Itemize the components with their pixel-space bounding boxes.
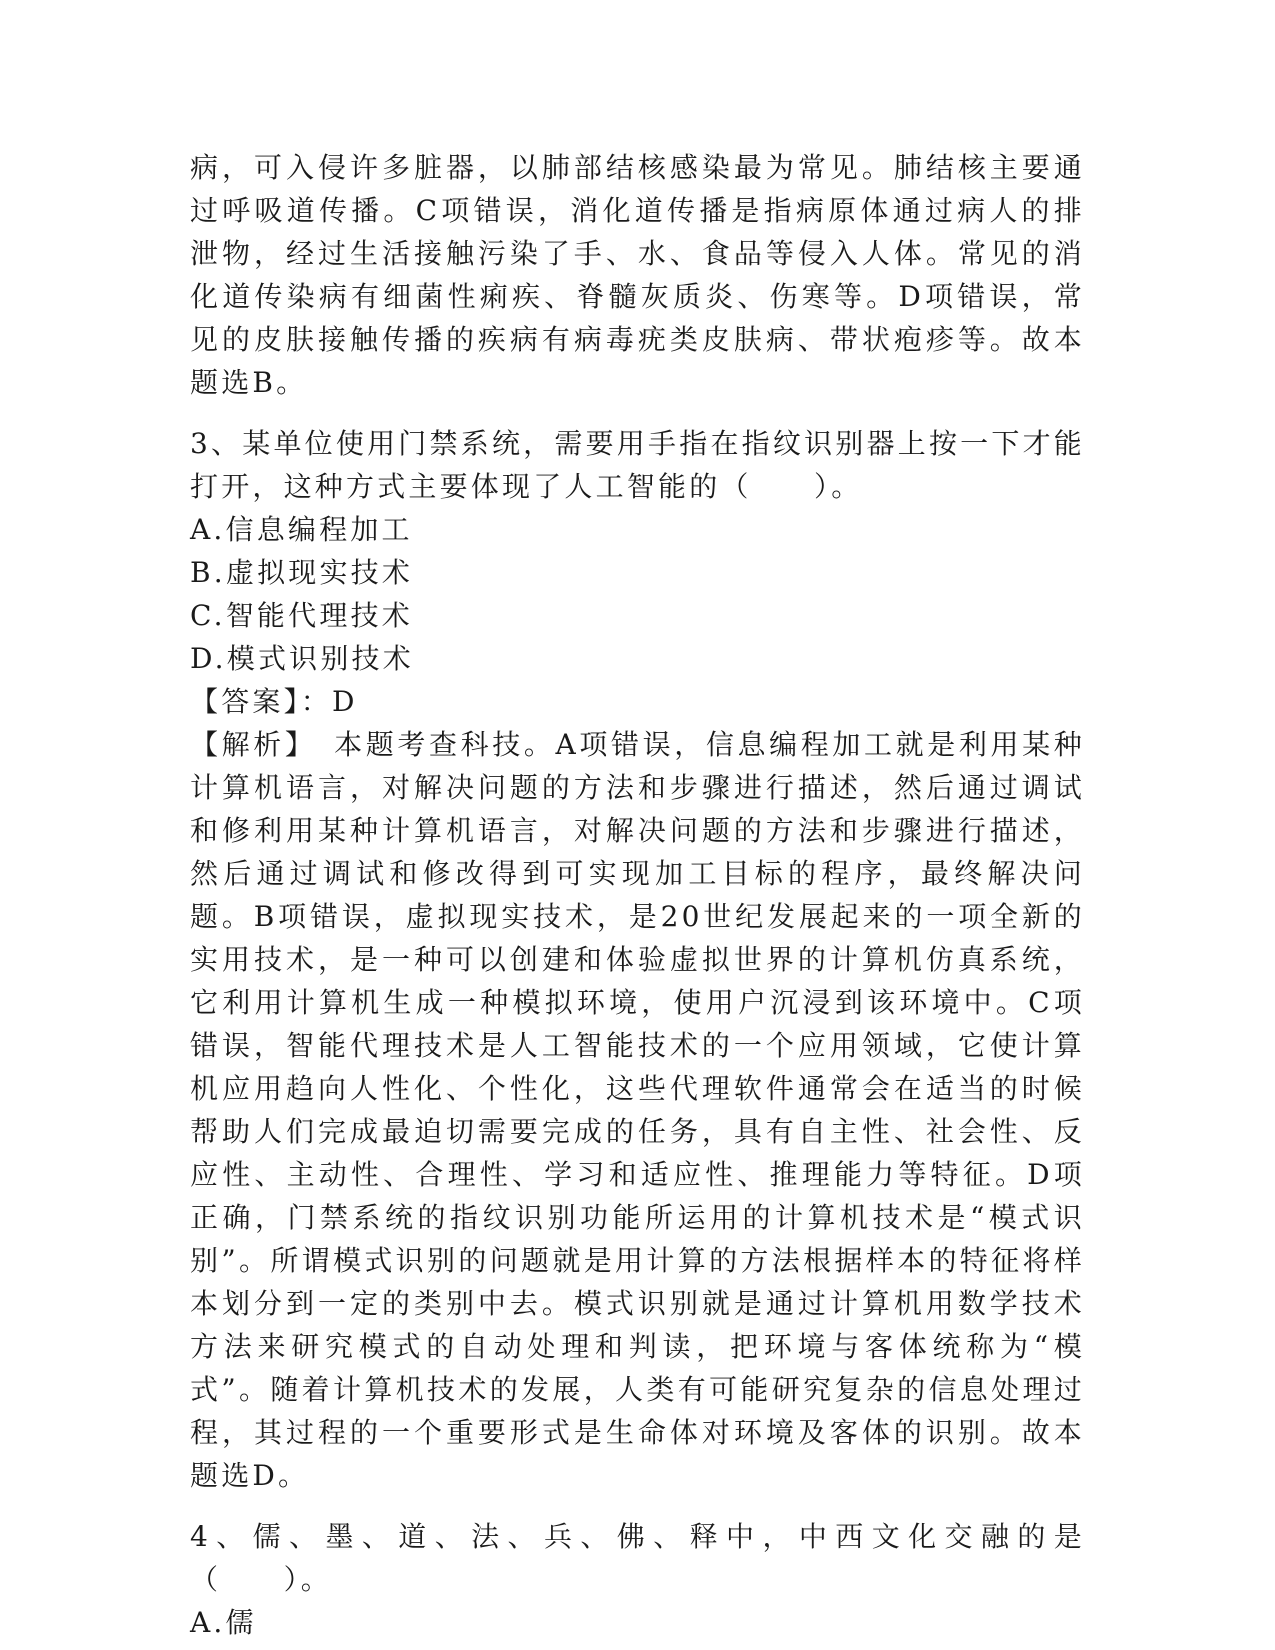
spacer [190, 404, 1085, 422]
question-3-analysis: 【解析】 本题考查科技。A项错误，信息编程加工就是利用某种计算机语言，对解决问题的方法和步骤进行描述，然后通过调试和修利用某种计算机语言，对解决问题的方法和步骤进行描述，然后通过调试和修改得到可实现加工目标的程序，最终解决问题。B项错误，虚拟现实技术，是20世纪发展起来的一项全新的实用技术，是一种可以创建和体验虚拟世界的计算机仿真系统，它利用计算机生成一种模拟环境，使用户沉浸到该环境中。C项错误，智能代理技术是人工智能技术的一个应用领域，它使计算机应用趋向人性化、个性化，这些代理软件通常会在适当的时候帮助人们完成最迫切需要完成的任务，具有自主性、社会性、反应性、主动性、合理性、学习和适应性、推理能力等特征。D项正确，门禁系统的指纹识别功能所运用的计算机技术是“模式识别”。所谓模式识别的问题就是用计算的方法根据样本的特征将样本划分到一定的类别中去。模式识别就是通过计算机用数学技术方法来研究模式的自动处理和判读，把环境与客体统称为“模式”。随着计算机技术的发展，人类有可能研究复杂的信息处理过程，其过程的一个重要形式是生命体对环境及客体的识别。故本题选D。 [190, 728, 1085, 1492]
page-content [190, 146, 1085, 1644]
question-3-option-c: C.智能代理技术 [190, 599, 413, 632]
spacer [190, 1497, 1085, 1515]
question-3-answer: 【答案】：D [190, 685, 358, 718]
question-3-option-d: D.模式识别技术 [190, 642, 414, 675]
question-4-stem: 4、儒、墨、道、法、兵、佛、释中，中西文化交融的是（ ）。 [190, 1520, 1085, 1596]
previous-explanation-continuation: 病，可入侵许多脏器，以肺部结核感染最为常见。肺结核主要通过呼吸道传播。C项错误，消化道传播是指病原体通过病人的排泄物，经过生活接触污染了手、水、食品等侵入人体。常见的消化道传染病有细菌性痢疾、脊髓灰质炎、伤寒等。D项错误，常见的皮肤接触传播的疾病有病毒疣类皮肤病、带状疱疹等。故本题选B。 [190, 151, 1085, 399]
question-3-option-a: A.信息编程加工 [190, 513, 413, 546]
question-3-option-b: B.虚拟现实技术 [190, 556, 414, 589]
question-4-option-a: A.儒 [190, 1606, 257, 1639]
question-3-stem: 3、某单位使用门禁系统，需要用手指在指纹识别器上按一下才能打开，这种方式主要体现了人工智能的（ ）。 [190, 427, 1085, 503]
